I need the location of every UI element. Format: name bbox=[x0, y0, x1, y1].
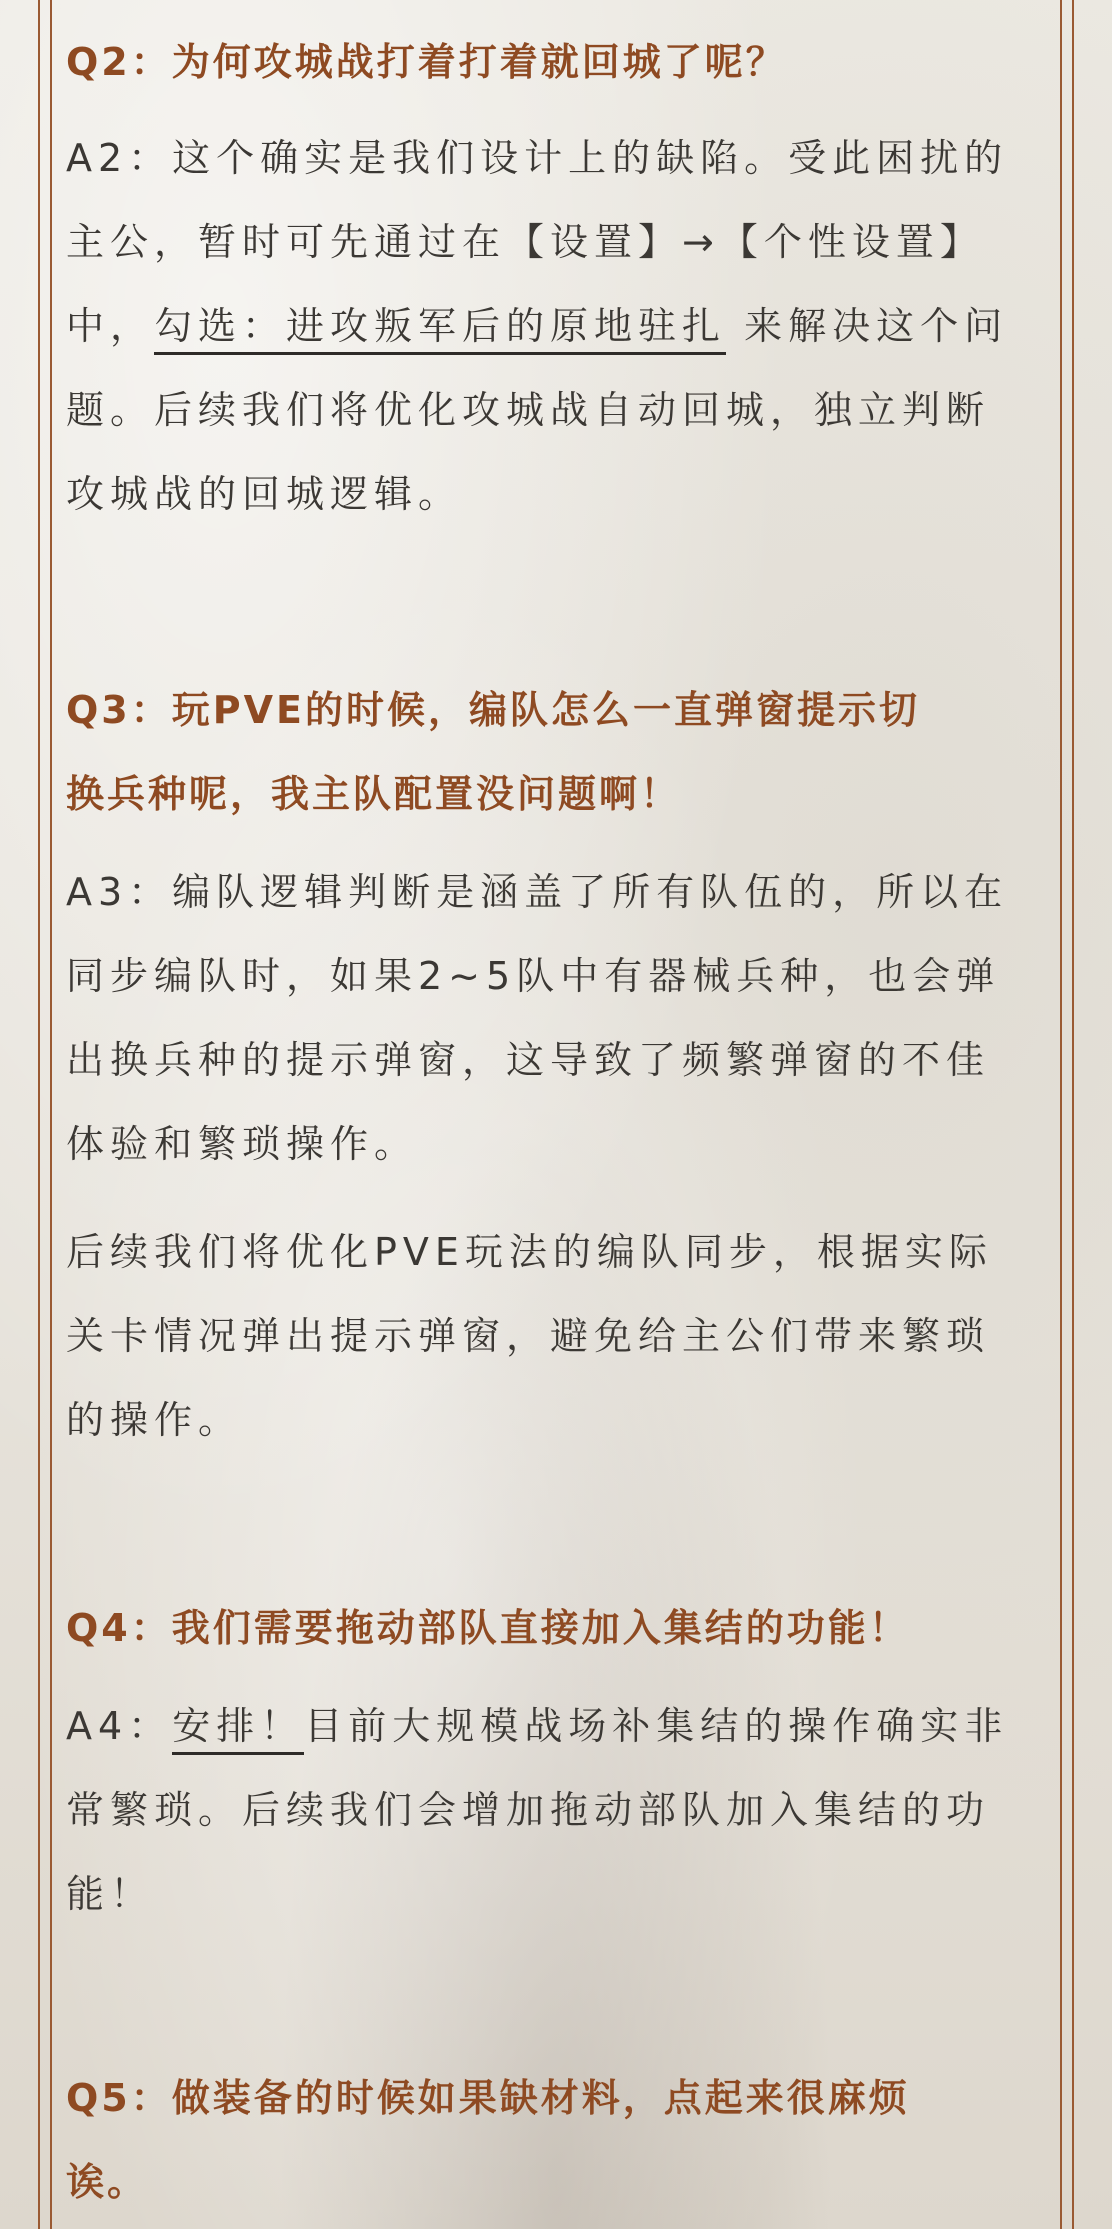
q5-question-line-2: 诶。 bbox=[66, 2160, 149, 2204]
q2-answer-line-3-prefix: 中， bbox=[66, 304, 155, 348]
q3-question-line-1: Q3：玩PVE的时候，编队怎么一直弹窗提示切 bbox=[66, 688, 920, 732]
q4-underlined-reply: 安排！ bbox=[172, 1704, 304, 1755]
q2-question: Q2：为何攻城战打着打着就回城了呢？ bbox=[66, 40, 787, 84]
q4-answer-line-2: 常繁琐。后续我们会增加拖动部队加入集结的功 bbox=[66, 1788, 991, 1832]
q4-answer-line-1 bbox=[66, 1702, 1008, 1750]
q3-question-line-2: 换兵种呢，我主队配置没问题啊！ bbox=[66, 772, 682, 816]
q4-question: Q4：我们需要拖动部队直接加入集结的功能！ bbox=[66, 1606, 910, 1650]
left-border-inner bbox=[50, 0, 52, 2229]
q2-underlined-setting: 勾选：进攻叛军后的原地驻扎 bbox=[154, 304, 726, 355]
q2-answer-line-5: 攻城战的回城逻辑。 bbox=[66, 472, 463, 516]
q4-answer-line-1-prefix: A4： bbox=[66, 1704, 173, 1748]
q2-answer-line-1: A2：这个确实是我们设计上的缺陷。受此困扰的 bbox=[66, 136, 1009, 180]
right-border-inner bbox=[1060, 0, 1062, 2229]
q5-question-line-1: Q5：做装备的时候如果缺材料，点起来很麻烦 bbox=[66, 2076, 910, 2120]
q2-answer-line-3 bbox=[66, 302, 1008, 350]
q3-answer-line-3: 出换兵种的提示弹窗，这导致了频繁弹窗的不佳 bbox=[66, 1038, 991, 1082]
right-border-outer bbox=[1072, 0, 1074, 2229]
q4-answer-line-1-suffix: 目前大规模战场补集结的操作确实非 bbox=[304, 1704, 1009, 1748]
q2-answer-line-2: 主公，暂时可先通过在【设置】→【个性设置】 bbox=[66, 220, 984, 264]
q3-followup-line-1: 后续我们将优化PVE玩法的编队同步，根据实际 bbox=[66, 1230, 993, 1274]
q3-answer-line-2: 同步编队时，如果2~5队中有器械兵种，也会弹 bbox=[66, 954, 1001, 998]
q4-answer-line-3: 能！ bbox=[66, 1872, 155, 1916]
q2-answer-line-4: 题。后续我们将优化攻城战自动回城，独立判断 bbox=[66, 388, 991, 432]
q3-followup-line-2: 关卡情况弹出提示弹窗，避免给主公们带来繁琐 bbox=[66, 1314, 991, 1358]
q3-answer-line-4: 体验和繁琐操作。 bbox=[66, 1122, 419, 1166]
q3-answer-line-1: A3：编队逻辑判断是涵盖了所有队伍的，所以在 bbox=[66, 870, 1009, 914]
q3-followup-line-3: 的操作。 bbox=[66, 1398, 243, 1442]
left-border-outer bbox=[38, 0, 40, 2229]
q2-answer-line-3-suffix: 来解决这个问 bbox=[744, 304, 1009, 348]
